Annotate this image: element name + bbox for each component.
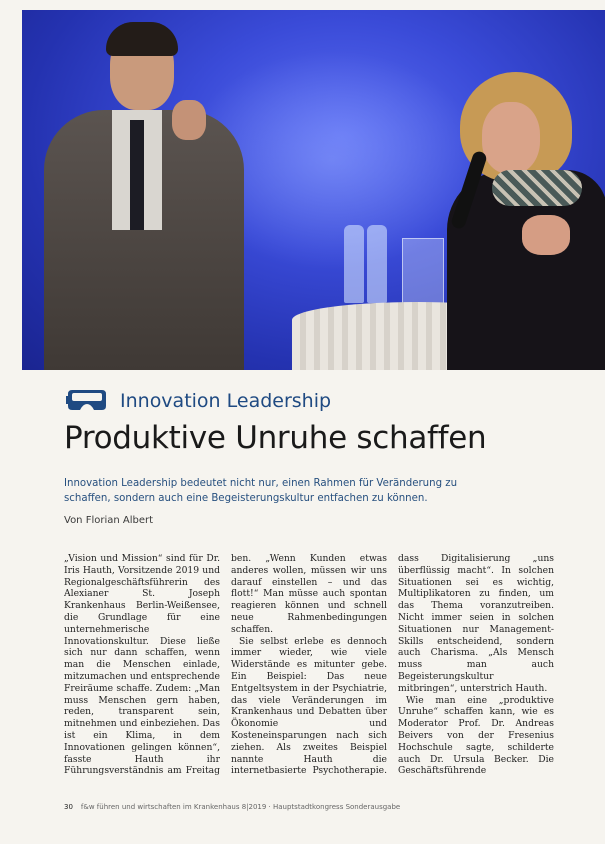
paragraph: Sie selbst erlebe es dennoch immer wieder, wie viele Widerstände es mitunter gebe. Ein Beispiel: Das neue Entgeltsystem in der Psychiatrie, das viele Veränderungen im Krankenhaus und Debatten über Ökonomie und Kosteneinsparungen nach sich ziehen. Als zweites Beispiel nannte Hauth die internetbasierte Psychotherapie. — [231, 635, 387, 775]
event-photo — [22, 10, 605, 370]
speaker-man-tie — [130, 120, 144, 230]
speaker-man-hair — [106, 22, 178, 56]
paragraph: ben. „Wenn Kunden etwas anderes wollen, müssen wir uns darauf einstellen – und das flott!“ Man müsse auch spontan reagieren können und schnell neue Rahmenbedingungen schaffen. — [231, 553, 387, 635]
section-header — [64, 388, 331, 414]
paragraph: Wie man eine „produktive Unruhe“ schaffen kann, wie es Moderator Prof. Dr. Andreas Beivers von der Fresenius Hochschule sagte, schilderte auch Dr. Ursula Becker. Die Geschäftsführende — [398, 694, 554, 775]
paragraph: dass Digitalisierung „uns überflüssig macht“. In solchen Situationen sei es wichtig, Multiplikatoren zu finden, um das Thema voranzutreiben. Nicht immer seien in solchen Situationen nur Management-Skills entscheidend, sondern auch Charisma. „Als Mensch muss man auch Begeisterungskultur mitbringen“, unterstrich Hauth. — [398, 553, 554, 694]
water-glass — [402, 238, 444, 304]
water-bottle — [344, 225, 364, 303]
speaker-man-hand — [172, 100, 206, 140]
page-footer — [64, 803, 400, 811]
paragraph: „Vision und Mission“ sind für Dr. Iris Hauth, Vorsitzende 2019 und Regionalgeschäftsführerin des Alexianer St. Joseph Krankenhaus Berlin-Weißensee, die Grundlage für eine unternehmerische Innovationskultur. Diese ließe sich nur dann schaffen, wenn man die Menschen einlade, mitzumachen und entsprechende Freiräume schaffe. Zudem: „Man muss Menschen gern haben, reden, transparent sein, mitnehmen und einbeziehen. Das ist ein Klima, in dem Innovationen gelingen können“, fasste Hauth ihr Führungsverständnis am Freitag — [64, 553, 220, 775]
article-headline: Produktive Unruhe schaffen — [64, 420, 487, 456]
water-bottle — [367, 225, 387, 303]
issue-line: f&w führen und wirtschaften im Krankenhaus 8|2019 · Hauptstadtkongress Sonderausgabe — [80, 803, 401, 811]
speaker-woman-hand — [522, 215, 570, 255]
text-column-1 — [64, 553, 220, 775]
article-author: Von Florian Albert — [64, 515, 154, 526]
section-label: Innovation Leadership — [120, 390, 332, 412]
text-column-3 — [398, 553, 554, 775]
speaker-woman-scarf — [492, 170, 582, 206]
speaker-woman-face — [482, 102, 540, 174]
vr-headset-icon — [64, 388, 110, 414]
page-number: 30 — [64, 803, 73, 811]
article-lead: Innovation Leadership bedeutet nicht nur, einen Rahmen für Veränderung zu schaffen, sondern auch eine Begeisterungskultur entfachen zu können. — [64, 478, 458, 504]
text-column-2 — [231, 553, 387, 775]
